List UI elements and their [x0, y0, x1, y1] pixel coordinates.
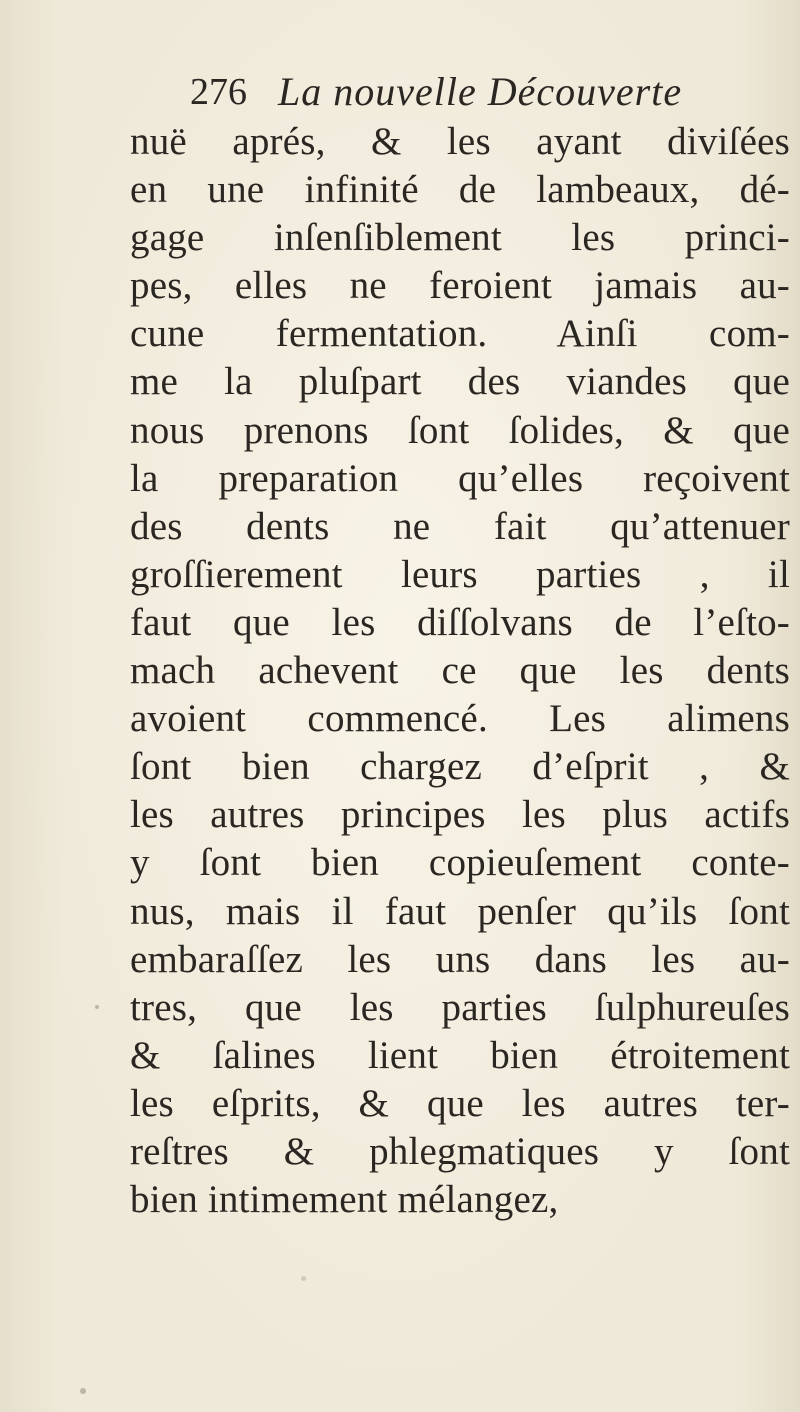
text-line: embaraſſez les uns dans les au-	[130, 937, 790, 981]
text-line: des dents ne fait qu’attenuer	[130, 504, 790, 548]
text-line: ſont bien chargez d’eſprit , &	[130, 745, 790, 789]
text-line: & ſalines lient bien étroitement	[130, 1033, 790, 1077]
text-line: pes, elles ne feroient jamais au-	[130, 264, 790, 308]
text-line: en une infinité de lambeaux, dé-	[130, 168, 790, 212]
text-line: groſſierement leurs parties , il	[130, 552, 790, 596]
text-line: les autres principes les plus actifs	[130, 793, 790, 837]
paper-speck	[95, 1005, 99, 1009]
text-line: avoient commencé. Les alimens	[130, 697, 790, 741]
page-number: 276	[190, 71, 247, 113]
text-line: nus, mais il faut penſer qu’ils ſont	[130, 889, 790, 933]
text-line: nous prenons ſont ſolides, & que	[130, 408, 790, 452]
text-line: faut que les diſſolvans de l’eſto-	[130, 600, 790, 644]
text-line: mach achevent ce que les dents	[130, 649, 790, 693]
text-line: nuë aprés, & les ayant diviſées	[130, 120, 790, 163]
body-text	[130, 118, 790, 1224]
text-line: la preparation qu’elles reçoivent	[130, 456, 790, 500]
text-line: y ſont bien copieuſement conte-	[130, 841, 790, 885]
running-title: La nouvelle Découverte	[278, 69, 683, 114]
text-line: les eſprits, & que les autres ter-	[130, 1081, 790, 1125]
text-line: gage inſenſiblement les princi-	[130, 216, 790, 260]
text-line: me la pluſpart des viandes que	[130, 360, 790, 404]
paper-speck	[301, 1276, 306, 1281]
text-line: cune fermentation. Ainſi com-	[130, 312, 790, 356]
text-line: reſtres & phlegmatiques y ſont	[130, 1129, 790, 1173]
page-header	[190, 68, 750, 116]
text-line: bien intimement mélangez,	[130, 1178, 559, 1222]
text-line: tres, que les parties ſulphureuſes	[130, 985, 790, 1029]
paper-speck	[80, 1388, 86, 1394]
